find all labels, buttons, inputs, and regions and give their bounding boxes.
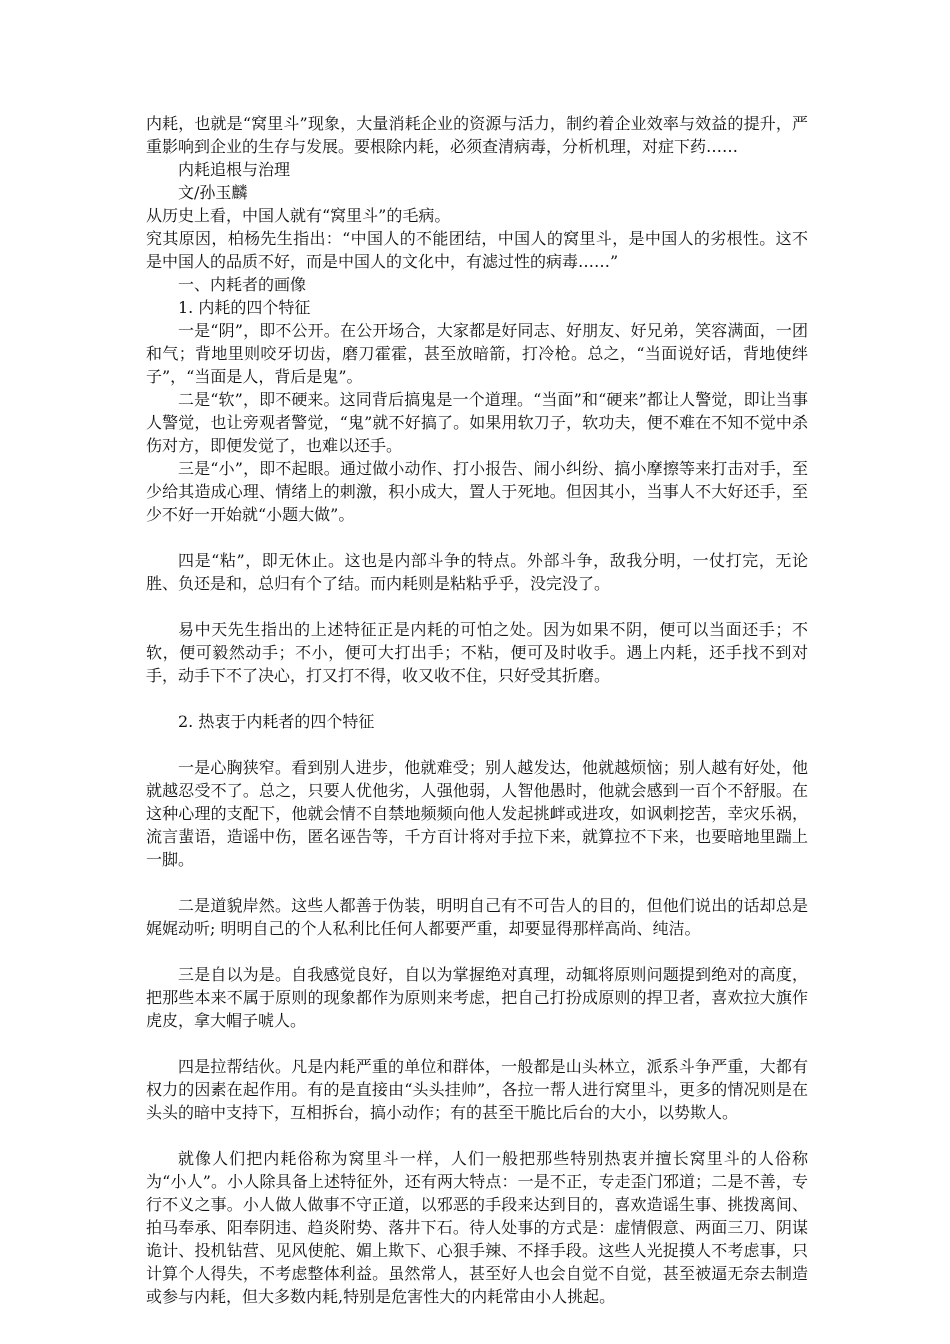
- trait-paragraph-2: 二是道貌岸然。这些人都善于伪装，明明自己有不可告人的目的，但他们说出的话却总是娓娓动听; 明明自己的个人私利比任何人都要严重，却要显得那样高尚、纯洁。: [146, 896, 808, 938]
- feature-paragraph-3: 三是“小”，即不起眼。通过做小动作、打小报告、闹小纠纷、搞小摩擦等来打击对手，至少给其造成心理、情绪上的刺激，积小成大，置人于死地。但因其小，当事人不大好还手，至少不好一开始就“小题大做”。: [146, 459, 808, 524]
- paragraph-history: 从历史上看，中国人就有“窝里斗”的毛病。: [146, 206, 451, 225]
- feature-paragraph-1: 一是“阴”，即不公开。在公开场合，大家都是好同志、好朋友、好兄弟，笑容满面，一团和气；背地里则咬牙切齿，磨刀霍霍，甚至放暗箭，打冷枪。总之，“当面说好话，背地使绊子”，“当面是人，背后是鬼”。: [146, 321, 808, 386]
- feature-paragraph-4: 四是“粘”，即无休止。这也是内部斗争的特点。外部斗争，敌我分明，一仗打完，无论胜、负还是和，总归有个了结。而内耗则是粘粘乎乎，没完没了。: [146, 551, 808, 593]
- trait-paragraph-3: 三是自以为是。自我感觉良好，自以为掌握绝对真理，动辄将原则问题提到绝对的高度，把那些本来不属于原则的现象都作为原则来考虑，把自己打扮成原则的捍卫者，喜欢拉大旗作虎皮，拿大帽子唬人。: [146, 965, 808, 1030]
- intro-paragraph: 内耗，也就是“窝里斗”现象，大量消耗企业的资源与活力，制约着企业效率与效益的提升，严重影响到企业的生存与发展。要根除内耗，必须查清病毒，分析机理，对症下药……: [146, 114, 808, 156]
- subsection-heading-1: 1. 内耗的四个特征: [178, 298, 311, 317]
- article-title: 内耗追根与治理: [178, 160, 291, 179]
- article-body: [146, 112, 808, 1308]
- paragraph-cause: 究其原因，柏杨先生指出：“中国人的不能团结，中国人的窝里斗，是中国人的劣根性。这不是中国人的品质不好，而是中国人的文化中，有滤过性的病毒……”: [146, 229, 808, 271]
- feature-paragraph-2: 二是“软”，即不硬来。这同背后搞鬼是一个道理。“当面”和“硬来”都让人警觉，即让当事人警觉，也让旁观者警觉，“鬼”就不好搞了。如果用软刀子，软功夫，便不难在不知不觉中杀伤对方，即便发觉了，也难以还手。: [146, 390, 808, 455]
- article-author: 文/孙玉麟: [178, 183, 248, 202]
- trait-paragraph-5: 就像人们把内耗俗称为窝里斗一样，人们一般把那些特别热衷并擅长窝里斗的人俗称为“小人”。小人除具备上述特征外，还有两大特点：一是不正，专走歪门邪道；二是不善，专行不义之事。小人做人做事不守正道，以邪恶的手段来达到目的，喜欢造谣生事、挑拨离间、拍马奉承、阳奉阴违、趋炎附势、落井下石。待人处事的方式是：虚情假意、两面三刀、阴谋诡计、投机钻营、见风使舵、媚上欺下、心狠手辣、不择手段。这些人光捉摸人不考虑事，只计算个人得失，不考虑整体利益。虽然常人，甚至好人也会自觉不自觉，甚至被逼无奈去制造或参与内耗，但大多数内耗,特别是危害性大的内耗常由小人挑起。: [146, 1149, 808, 1306]
- trait-paragraph-4: 四是拉帮结伙。凡是内耗严重的单位和群体，一般都是山头林立，派系斗争严重，大都有权力的因素在起作用。有的是直接由“头头挂帅”，各拉一帮人进行窝里斗，更多的情况则是在头头的暗中支持下，互相拆台，搞小动作；有的甚至干脆比后台的大小，以势欺人。: [146, 1057, 808, 1122]
- feature-paragraph-5: 易中天先生指出的上述特征正是内耗的可怕之处。因为如果不阴，便可以当面还手；不软，便可毅然动手；不小，便可大打出手；不粘，便可及时收手。遇上内耗，还手找不到对手，动手下不了决心，打又打不得，收又收不住，只好受其折磨。: [146, 620, 808, 685]
- section-heading: 一、内耗者的画像: [178, 275, 307, 294]
- trait-paragraph-1: 一是心胸狭窄。看到别人进步，他就难受；别人越发达，他就越烦恼；别人越有好处，他就越忍受不了。总之，只要人优他劣，人强他弱，人智他愚时，他就会感到一百个不舒服。在这种心理的支配下，他就会情不自禁地频频向他人发起挑衅或进攻，如讽刺挖苦，幸灾乐祸，流言蜚语，造谣中伤，匿名诬告等，千方百计将对手拉下来，就算拉不下来，也要暗地里踹上一脚。: [146, 758, 808, 869]
- subsection-heading-2: 2. 热衷于内耗者的四个特征: [178, 712, 375, 731]
